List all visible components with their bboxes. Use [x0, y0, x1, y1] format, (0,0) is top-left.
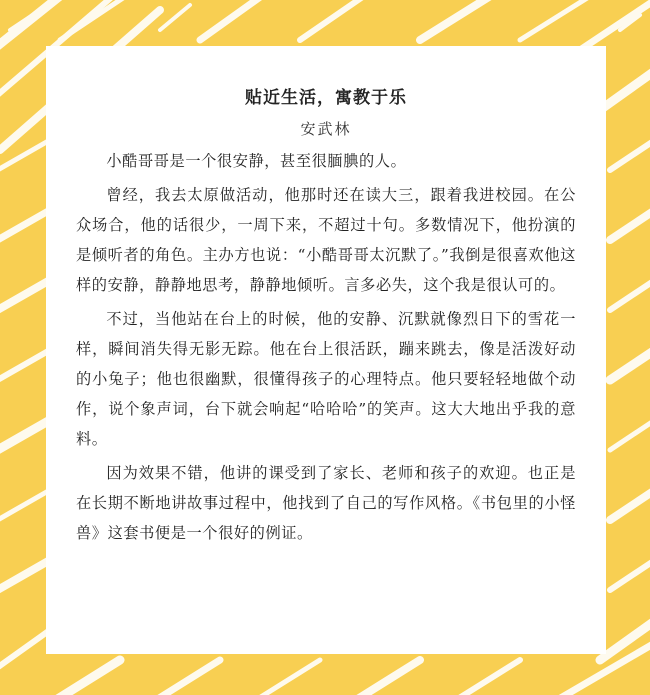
article-paragraph-3: 不过，当他站在台上的时候，他的安静、沉默就像烈日下的雪花一样，瞬间消失得无影无踪。他在台上很活跃，蹦来跳去，像是活泼好动的小兔子；他也很幽默，很懂得孩子的心理特点。他只要轻轻地做个动作，说个象声词，台下就会响起“哈哈哈”的笑声。这大大地出乎我的意料。: [76, 310, 576, 448]
article-page: [46, 46, 606, 654]
article-paragraph-4: 因为效果不错，他讲的课受到了家长、老师和孩子的欢迎。也正是在长期不断地讲故事过程中，他找到了自己的写作风格。《书包里的小怪兽》这套书便是一个很好的例证。: [76, 464, 576, 542]
article-author: 安武林: [300, 120, 352, 138]
article-paragraph-1: 小酷哥哥是一个很安静，甚至很腼腆的人。: [106, 152, 407, 170]
article-paragraph-2: 曾经，我去太原做活动，他那时还在读大三，跟着我进校园。在公众场合，他的话很少，一周下来，不超过十句。多数情况下，他扮演的是倾听者的角色。主办方也说：“小酷哥哥太沉默了。”我倒是很喜欢他这样的安静，静静地思考，静静地倾听。言多必失，这个我是很认可的。: [76, 186, 576, 294]
article-title: 贴近生活，寓教于乐: [245, 88, 407, 108]
